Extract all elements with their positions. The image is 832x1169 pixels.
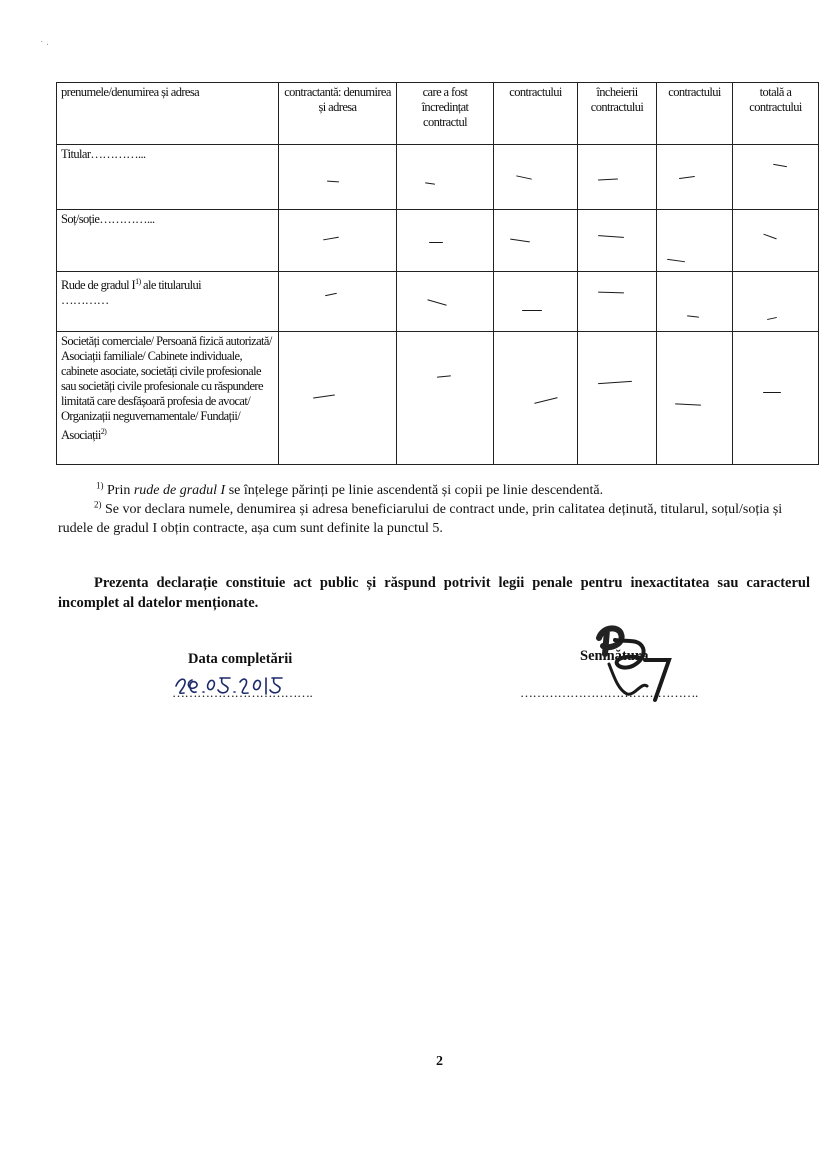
cell-dash [279,145,397,210]
cell-dash [733,272,819,332]
declaration-statement: Prezenta declarație constituie act public și răspund potrivit legii penale pentru inexactitatea sau caracterul incomplet al datelor menționate. [58,575,810,611]
cell-dash [279,272,397,332]
cell-dash [397,210,494,272]
cell-dash [494,272,578,332]
cell-dash [494,145,578,210]
cell-dash [733,210,819,272]
signature-dotted-line: ……………………………………. [520,685,698,700]
scan-artifact: ˙ · [40,40,50,51]
header-cell: totală a contractului [733,83,819,145]
cell-dash [657,210,733,272]
cell-dash [578,145,657,210]
footnote-2: $^{2)}$ Se vor declara numele, denumirea și adresa beneficiarului de contract unde, prin calitatea deținută, titularul, soțul/soția și rudele de gradul I obțin contracte, așa cum sunt definite la punctul 5. [58,499,783,536]
table-row [57,145,819,210]
cell-dash [494,332,578,465]
table-row [57,210,819,272]
cell-dash [397,145,494,210]
cell-dash [578,332,657,465]
header-cell: contractantă: denumirea și adresa [279,83,397,145]
row-label-sot-sotie: Soț/soție…………... [57,210,279,272]
contracts-table [56,82,819,465]
row-label-rude: Rude de gradul $I^{1)}$ ale titularului ………… [57,272,279,332]
header-cell: care a fost încredințat contractul [397,83,494,145]
date-dotted-line: ……………………………. [172,685,313,700]
cell-dash [279,332,397,465]
page-number: 2 [436,1054,443,1069]
table-row [57,272,819,332]
row-label-societati: Societăți comerciale/ Persoană fizică autorizată/ Asociații familiale/ Cabinete individuale, cabinete asociate, societăți civile profesionale sau societăți civile profesionale cu răspundere limitată care desfășoară profesia de avocat/ Organizații neguvernamentale/ Fundații/ Asociații$^{2)}$ [57,332,279,465]
signature-label: Semnătura [580,648,649,664]
cell-dash [657,145,733,210]
header-cell: prenumele/denumirea și adresa [57,83,279,145]
footnote-1: $^{1)}$ Prin rude de gradul I se înțelege părinți pe linie ascendentă și copii pe linie descendentă. [96,480,604,498]
header-cell: încheierii contractului [578,83,657,145]
date-label: Data completării [188,651,293,667]
cell-dash [397,332,494,465]
table-row [57,332,819,465]
cell-dash [397,272,494,332]
cell-dash [657,272,733,332]
cell-dash [733,145,819,210]
cell-dash [578,210,657,272]
cell-dash [578,272,657,332]
cell-dash [494,210,578,272]
table-header-row [57,83,819,145]
header-cell: contractului [657,83,733,145]
cell-dash [657,332,733,465]
cell-dash [733,332,819,465]
header-cell: contractului [494,83,578,145]
cell-dash [279,210,397,272]
row-label-titular: Titular…………... [57,145,279,210]
